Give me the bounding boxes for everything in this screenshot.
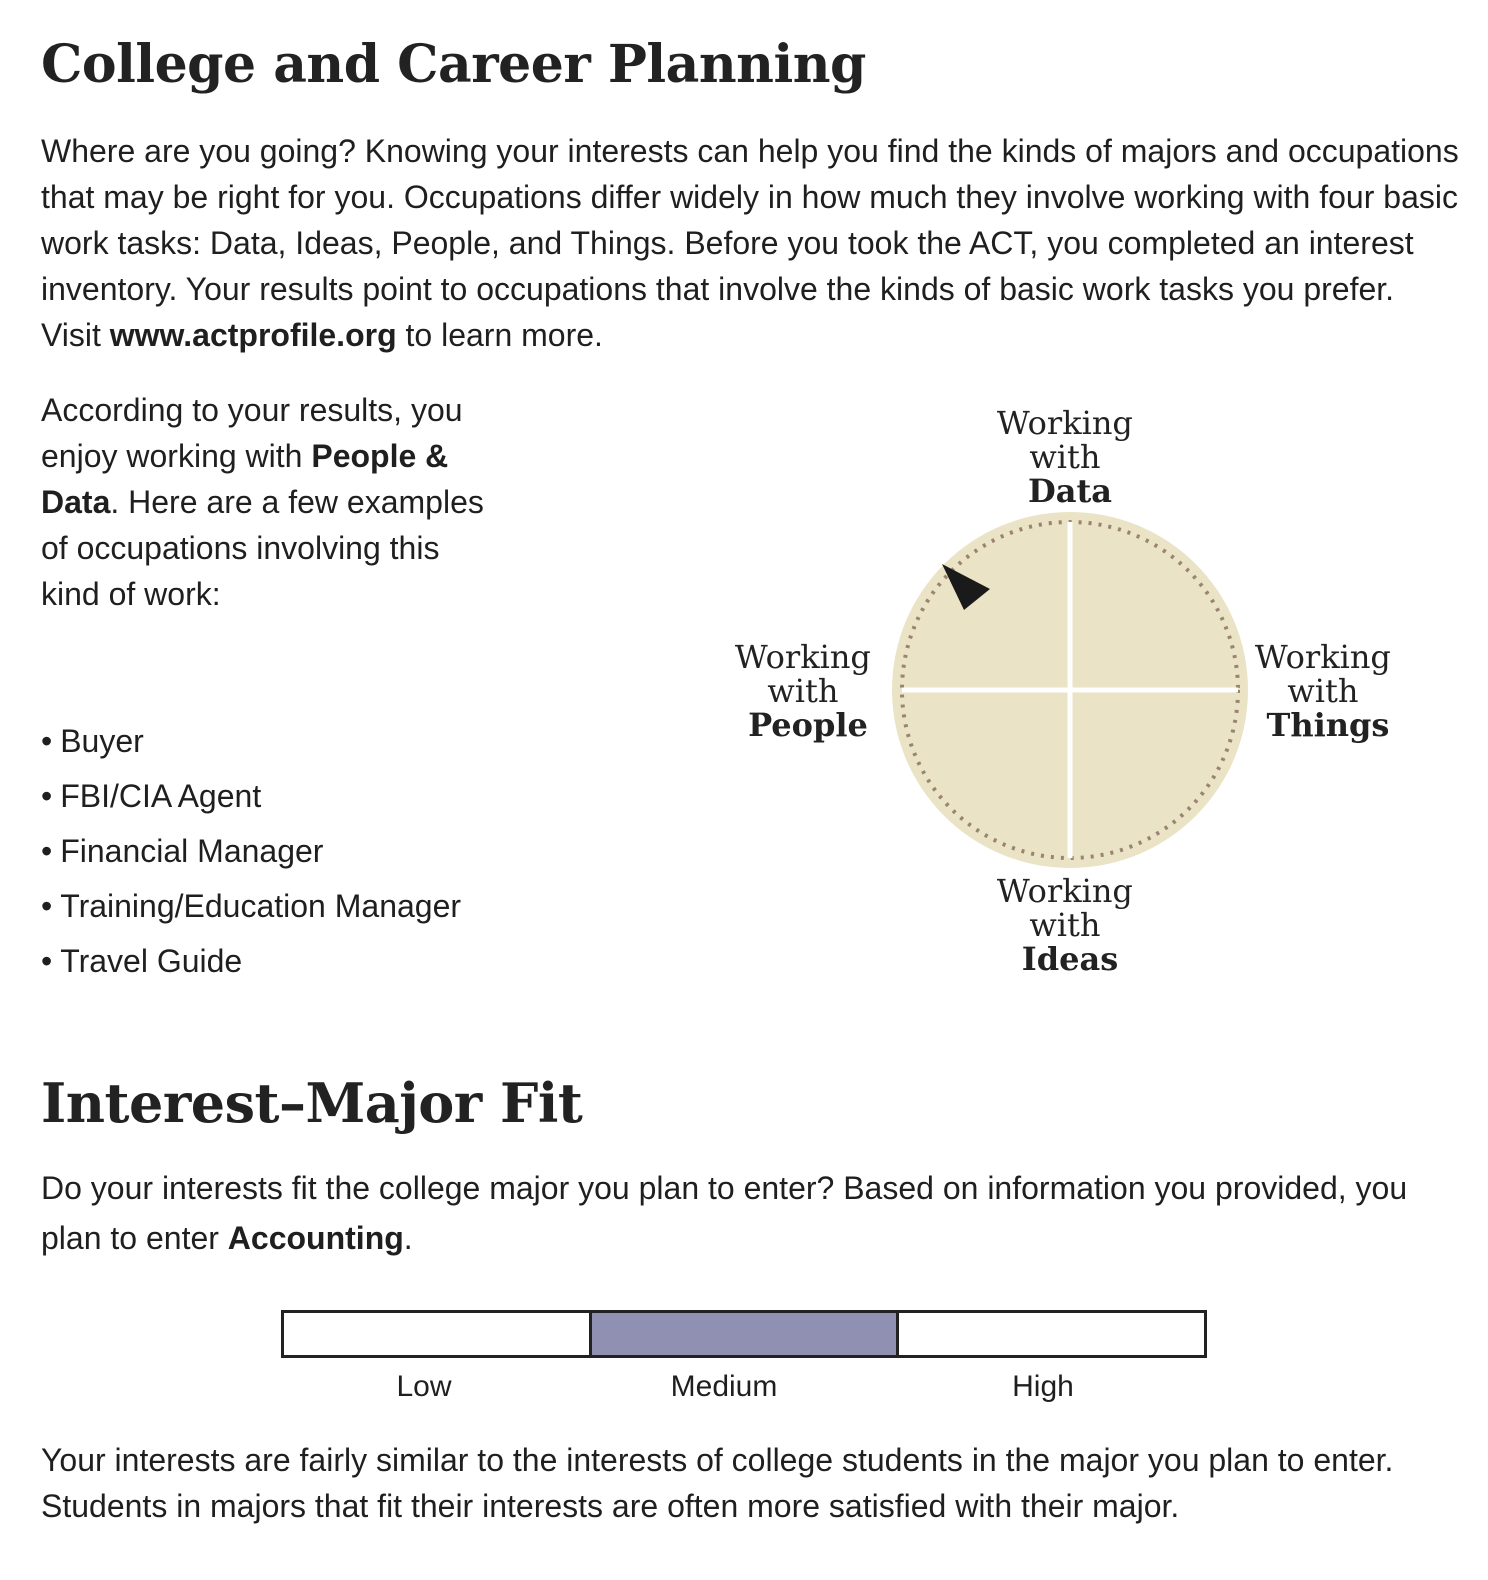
fit-segment-medium: [589, 1313, 897, 1355]
intro-text: Where are you going? Knowing your interests can help you find the kinds of majors and occupations that may be right for you. Occupations differ widely in how much they involve working with four basic work tasks: Data, Ideas, People, and Things. Before you took the ACT, you completed an interest inventory. Your results point to occupations that involve the kinds of basic work tasks you prefer. Visit: [41, 133, 1459, 353]
fit-question: [41, 1163, 1421, 1263]
occupation-list: [41, 714, 461, 989]
results-suffix: . Here are a few examples of occupations involving this kind of work:: [41, 484, 484, 612]
list-item: • Training/Education Manager: [41, 879, 461, 934]
fit-label-low: Low: [396, 1370, 452, 1403]
fit-question-text: Do your interests fit the college major you plan to enter? Based on information you provided, you plan to enter: [41, 1170, 1408, 1256]
label-things: Working with Things: [1254, 638, 1391, 744]
fit-segment-high: [896, 1313, 1204, 1355]
fit-scale-bar: [281, 1310, 1207, 1358]
intro-end: to learn more.: [396, 317, 603, 353]
section-title-interest-major-fit: Interest–Major Fit: [41, 1071, 583, 1135]
fit-label-high: High: [1012, 1370, 1074, 1403]
list-item: • Buyer: [41, 714, 461, 769]
results-paragraph: [41, 387, 501, 617]
closing-paragraph: Your interests are fairly similar to the interests of college students in the major you plan to enter. Students in majors that fit their interests are often more satisfied with their major.: [41, 1442, 1394, 1524]
actprofile-link[interactable]: www.actprofile.org: [109, 317, 397, 353]
results-emphasis: People & Data: [41, 438, 449, 520]
planned-major: Accounting: [227, 1220, 404, 1256]
list-item: • FBI/CIA Agent: [41, 769, 461, 824]
intro-paragraph: [41, 128, 1461, 358]
list-item: • Travel Guide: [41, 934, 461, 989]
fit-segment-low: [284, 1313, 589, 1355]
fit-label-medium: Medium: [670, 1370, 778, 1403]
list-item: • Financial Manager: [41, 824, 461, 879]
page-title: College and Career Planning: [41, 34, 866, 95]
label-ideas: Working with Ideas: [996, 872, 1133, 978]
label-people: Working with People: [734, 638, 871, 744]
results-prefix: According to your results, you enjoy working with: [41, 392, 463, 474]
world-of-work-map: [730, 396, 1430, 996]
label-data: Working with Data: [996, 404, 1133, 510]
fit-question-end: .: [403, 1220, 413, 1256]
